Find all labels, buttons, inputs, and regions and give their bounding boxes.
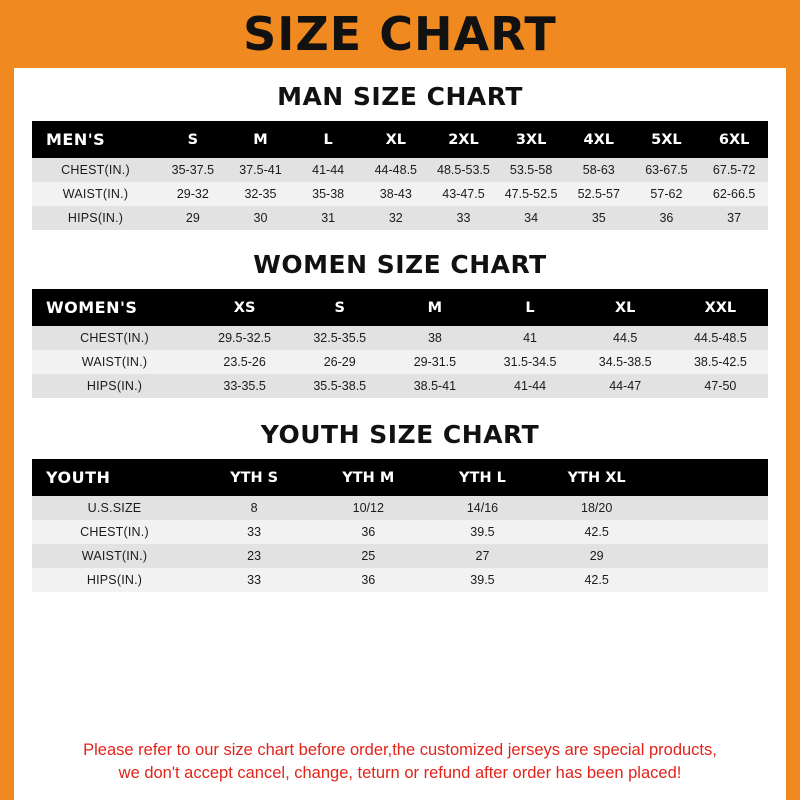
women-size-table [32,289,768,398]
youth-row-label-hips: HIPS(IN.) [32,568,197,592]
women-hips-xs: 33-35.5 [197,374,292,398]
header-band [14,0,786,68]
youth-hips-l: 39.5 [425,568,539,592]
women-col-xxl: XXL [673,289,768,326]
table-row [32,182,768,206]
men-col-3xl: 3XL [497,121,565,158]
youth-hips-empty [654,568,768,592]
women-hips-s: 35.5-38.5 [292,374,387,398]
men-row-label-hips: HIPS(IN.) [32,206,159,230]
men-col-2xl: 2XL [430,121,498,158]
table-row [32,374,768,398]
men-hips-s: 29 [159,206,227,230]
men-waist-2xl: 43-47.5 [430,182,498,206]
men-chest-5xl: 63-67.5 [633,158,701,182]
women-waist-s: 26-29 [292,350,387,374]
table-row [32,544,768,568]
men-size-table [32,121,768,230]
women-waist-m: 29-31.5 [387,350,482,374]
table-header-row [32,289,768,326]
women-col-l: L [482,289,577,326]
men-col-l: L [294,121,362,158]
women-table-body [32,326,768,398]
page-title: SIZE CHART [243,7,557,61]
women-chest-xxl: 44.5-48.5 [673,326,768,350]
men-chest-l: 41-44 [294,158,362,182]
policy-note [32,725,768,800]
men-hips-6xl: 37 [700,206,768,230]
women-waist-xl: 34.5-38.5 [578,350,673,374]
women-waist-xxl: 38.5-42.5 [673,350,768,374]
youth-chest-empty [654,520,768,544]
men-hips-xl: 32 [362,206,430,230]
youth-hips-m: 36 [311,568,425,592]
women-row-head: WOMEN'S [32,289,197,326]
men-hips-m: 30 [227,206,295,230]
women-hips-xl: 44-47 [578,374,673,398]
youth-waist-s: 23 [197,544,311,568]
youth-ussize-empty [654,496,768,520]
policy-note-line2: we don't accept cancel, change, teturn or refund after order has been placed! [118,763,682,782]
women-chest-xs: 29.5-32.5 [197,326,292,350]
youth-ussize-m: 10/12 [311,496,425,520]
section-title-man: MAN SIZE CHART [277,82,523,111]
women-hips-m: 38.5-41 [387,374,482,398]
men-chest-3xl: 53.5-58 [497,158,565,182]
men-table-body [32,158,768,230]
women-table-header [32,289,768,326]
women-col-s: S [292,289,387,326]
men-chest-m: 37.5-41 [227,158,295,182]
men-chest-4xl: 58-63 [565,158,633,182]
men-waist-4xl: 52.5-57 [565,182,633,206]
men-hips-5xl: 36 [633,206,701,230]
youth-row-label-ussize: U.S.SIZE [32,496,197,520]
men-waist-3xl: 47.5-52.5 [497,182,565,206]
men-waist-xl: 38-43 [362,182,430,206]
women-chest-xl: 44.5 [578,326,673,350]
youth-ussize-xl: 18/20 [540,496,654,520]
women-col-xs: XS [197,289,292,326]
section-man [32,68,768,230]
section-women [32,230,768,398]
youth-table-body [32,496,768,592]
youth-row-label-chest: CHEST(IN.) [32,520,197,544]
men-row-label-chest: CHEST(IN.) [32,158,159,182]
men-row-head: MEN'S [32,121,159,158]
youth-row-head: YOUTH [32,459,197,496]
women-chest-m: 38 [387,326,482,350]
youth-ussize-l: 14/16 [425,496,539,520]
men-hips-l: 31 [294,206,362,230]
youth-waist-l: 27 [425,544,539,568]
women-waist-xs: 23.5-26 [197,350,292,374]
men-col-6xl: 6XL [700,121,768,158]
youth-hips-xl: 42.5 [540,568,654,592]
men-col-m: M [227,121,295,158]
men-waist-l: 35-38 [294,182,362,206]
youth-row-label-waist: WAIST(IN.) [32,544,197,568]
women-row-label-chest: CHEST(IN.) [32,326,197,350]
women-hips-l: 41-44 [482,374,577,398]
youth-waist-empty [654,544,768,568]
men-waist-6xl: 62-66.5 [700,182,768,206]
youth-chest-s: 33 [197,520,311,544]
men-waist-m: 32-35 [227,182,295,206]
men-waist-5xl: 57-62 [633,182,701,206]
women-col-xl: XL [578,289,673,326]
youth-size-table [32,459,768,592]
youth-chest-xl: 42.5 [540,520,654,544]
youth-col-empty [654,459,768,496]
youth-col-s: YTH S [197,459,311,496]
youth-chest-l: 39.5 [425,520,539,544]
youth-waist-m: 25 [311,544,425,568]
youth-col-xl: YTH XL [540,459,654,496]
youth-waist-xl: 29 [540,544,654,568]
women-row-label-waist: WAIST(IN.) [32,350,197,374]
youth-chest-m: 36 [311,520,425,544]
table-row [32,568,768,592]
youth-col-l: YTH L [425,459,539,496]
table-row [32,206,768,230]
youth-col-m: YTH M [311,459,425,496]
table-row [32,350,768,374]
men-hips-3xl: 34 [497,206,565,230]
men-col-xl: XL [362,121,430,158]
section-title-women: WOMEN SIZE CHART [253,250,547,279]
women-row-label-hips: HIPS(IN.) [32,374,197,398]
youth-ussize-s: 8 [197,496,311,520]
men-chest-2xl: 48.5-53.5 [430,158,498,182]
men-col-5xl: 5XL [633,121,701,158]
men-chest-6xl: 67.5-72 [700,158,768,182]
table-row [32,496,768,520]
women-hips-xxl: 47-50 [673,374,768,398]
women-waist-l: 31.5-34.5 [482,350,577,374]
table-row [32,326,768,350]
women-chest-s: 32.5-35.5 [292,326,387,350]
section-youth [32,398,768,592]
table-row [32,520,768,544]
men-hips-2xl: 33 [430,206,498,230]
men-col-4xl: 4XL [565,121,633,158]
men-hips-4xl: 35 [565,206,633,230]
women-chest-l: 41 [482,326,577,350]
men-chest-xl: 44-48.5 [362,158,430,182]
women-col-m: M [387,289,482,326]
table-row [32,158,768,182]
men-row-label-waist: WAIST(IN.) [32,182,159,206]
men-col-s: S [159,121,227,158]
youth-hips-s: 33 [197,568,311,592]
chart-content [14,68,786,800]
men-chest-s: 35-37.5 [159,158,227,182]
policy-note-line1: Please refer to our size chart before order,the customized jerseys are special products, [83,741,717,760]
men-waist-s: 29-32 [159,182,227,206]
youth-table-header [32,459,768,496]
table-header-row [32,121,768,158]
table-header-row [32,459,768,496]
men-table-header [32,121,768,158]
section-title-youth: YOUTH SIZE CHART [260,420,540,449]
